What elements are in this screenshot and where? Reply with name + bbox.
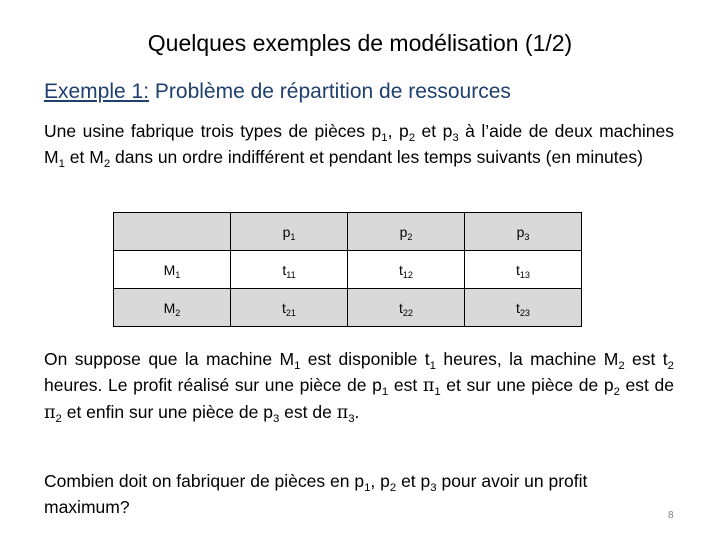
question-paragraph [44, 468, 674, 520]
table-cell: $t_{22}$ [348, 289, 465, 327]
assumption-paragraph [44, 346, 674, 426]
table-cell: $p_3$ [465, 213, 582, 251]
subscript: 2 [55, 412, 62, 425]
subscript: 2 [103, 157, 111, 170]
table-header-row [114, 213, 582, 251]
subscript: 1 [294, 359, 301, 372]
subscript: 1 [364, 481, 371, 494]
subscript: 1 [381, 385, 389, 398]
page-number: 8 [668, 510, 674, 521]
body-text: et enfin sur une pièce de p [61, 402, 273, 422]
subscript: 2 [389, 481, 397, 494]
table-row [114, 289, 582, 327]
body-text: . [354, 402, 360, 422]
time-table [113, 212, 582, 327]
table-cell: $t_{23}$ [465, 289, 582, 327]
subscript: 1 [381, 131, 388, 144]
question-text: , p [370, 471, 390, 491]
subscript: 3 [272, 412, 280, 425]
pi-symbol: π [336, 403, 349, 423]
table-cell [114, 213, 231, 251]
example-title: Problème de répartition de ressources [149, 80, 511, 103]
pi-symbol: π [44, 403, 56, 423]
pi-symbol: π [422, 376, 435, 396]
subscript: 2 [618, 359, 625, 372]
body-text: On suppose que la machine M [44, 349, 295, 369]
question-text: et p [396, 471, 431, 491]
intro-text: à l’aide de deux machines M [44, 121, 674, 167]
subscript: 2 [408, 131, 416, 144]
subscript: 3 [348, 412, 355, 425]
intro-text: et M [64, 147, 104, 167]
subscript: 3 [430, 481, 437, 494]
example-label: Exemple 1: [44, 80, 150, 103]
subscript: 2 [613, 385, 620, 398]
body-text: et sur une pièce de p [440, 375, 614, 395]
table-cell: $p_2$ [348, 213, 465, 251]
example-heading [44, 80, 511, 104]
body-text: est disponible t [300, 349, 430, 369]
table-cell: $t_{21}$ [231, 289, 348, 327]
intro-paragraph [44, 118, 674, 170]
body-text: est t [624, 349, 668, 369]
subscript: 1 [434, 385, 441, 398]
table-cell: $t_{12}$ [348, 251, 465, 289]
subscript: 1 [58, 157, 65, 170]
body-text: est de [619, 375, 674, 395]
body-text: est [388, 375, 423, 395]
table-cell: $t_{13}$ [465, 251, 582, 289]
body-text: est de [279, 402, 337, 422]
subscript: 2 [667, 359, 674, 372]
body-text: heures. Le profit réalisé sur une pièce de p [44, 375, 382, 395]
question-text: Combien doit on fabriquer de pièces en p [44, 471, 365, 491]
slide-title: Quelques exemples de modélisation (1/2) [147, 30, 573, 56]
intro-text: , p [387, 121, 409, 141]
table-cell: $t_{11}$ [231, 251, 348, 289]
intro-text: et p [415, 121, 453, 141]
question-text: pour avoir un profit maximum? [44, 471, 588, 517]
subscript: 1 [429, 359, 436, 372]
intro-text: dans un ordre indifférent et pendant les temps suivants (en minutes) [110, 147, 643, 167]
subscript: 3 [452, 131, 459, 144]
intro-text: Une usine fabrique trois types de pièces p [44, 121, 382, 141]
table-cell: $p_1$ [231, 213, 348, 251]
table-cell: $M_1$ [114, 251, 231, 289]
table-cell: $M_2$ [114, 289, 231, 327]
table-row [114, 251, 582, 289]
body-text: heures, la machine M [435, 349, 619, 369]
